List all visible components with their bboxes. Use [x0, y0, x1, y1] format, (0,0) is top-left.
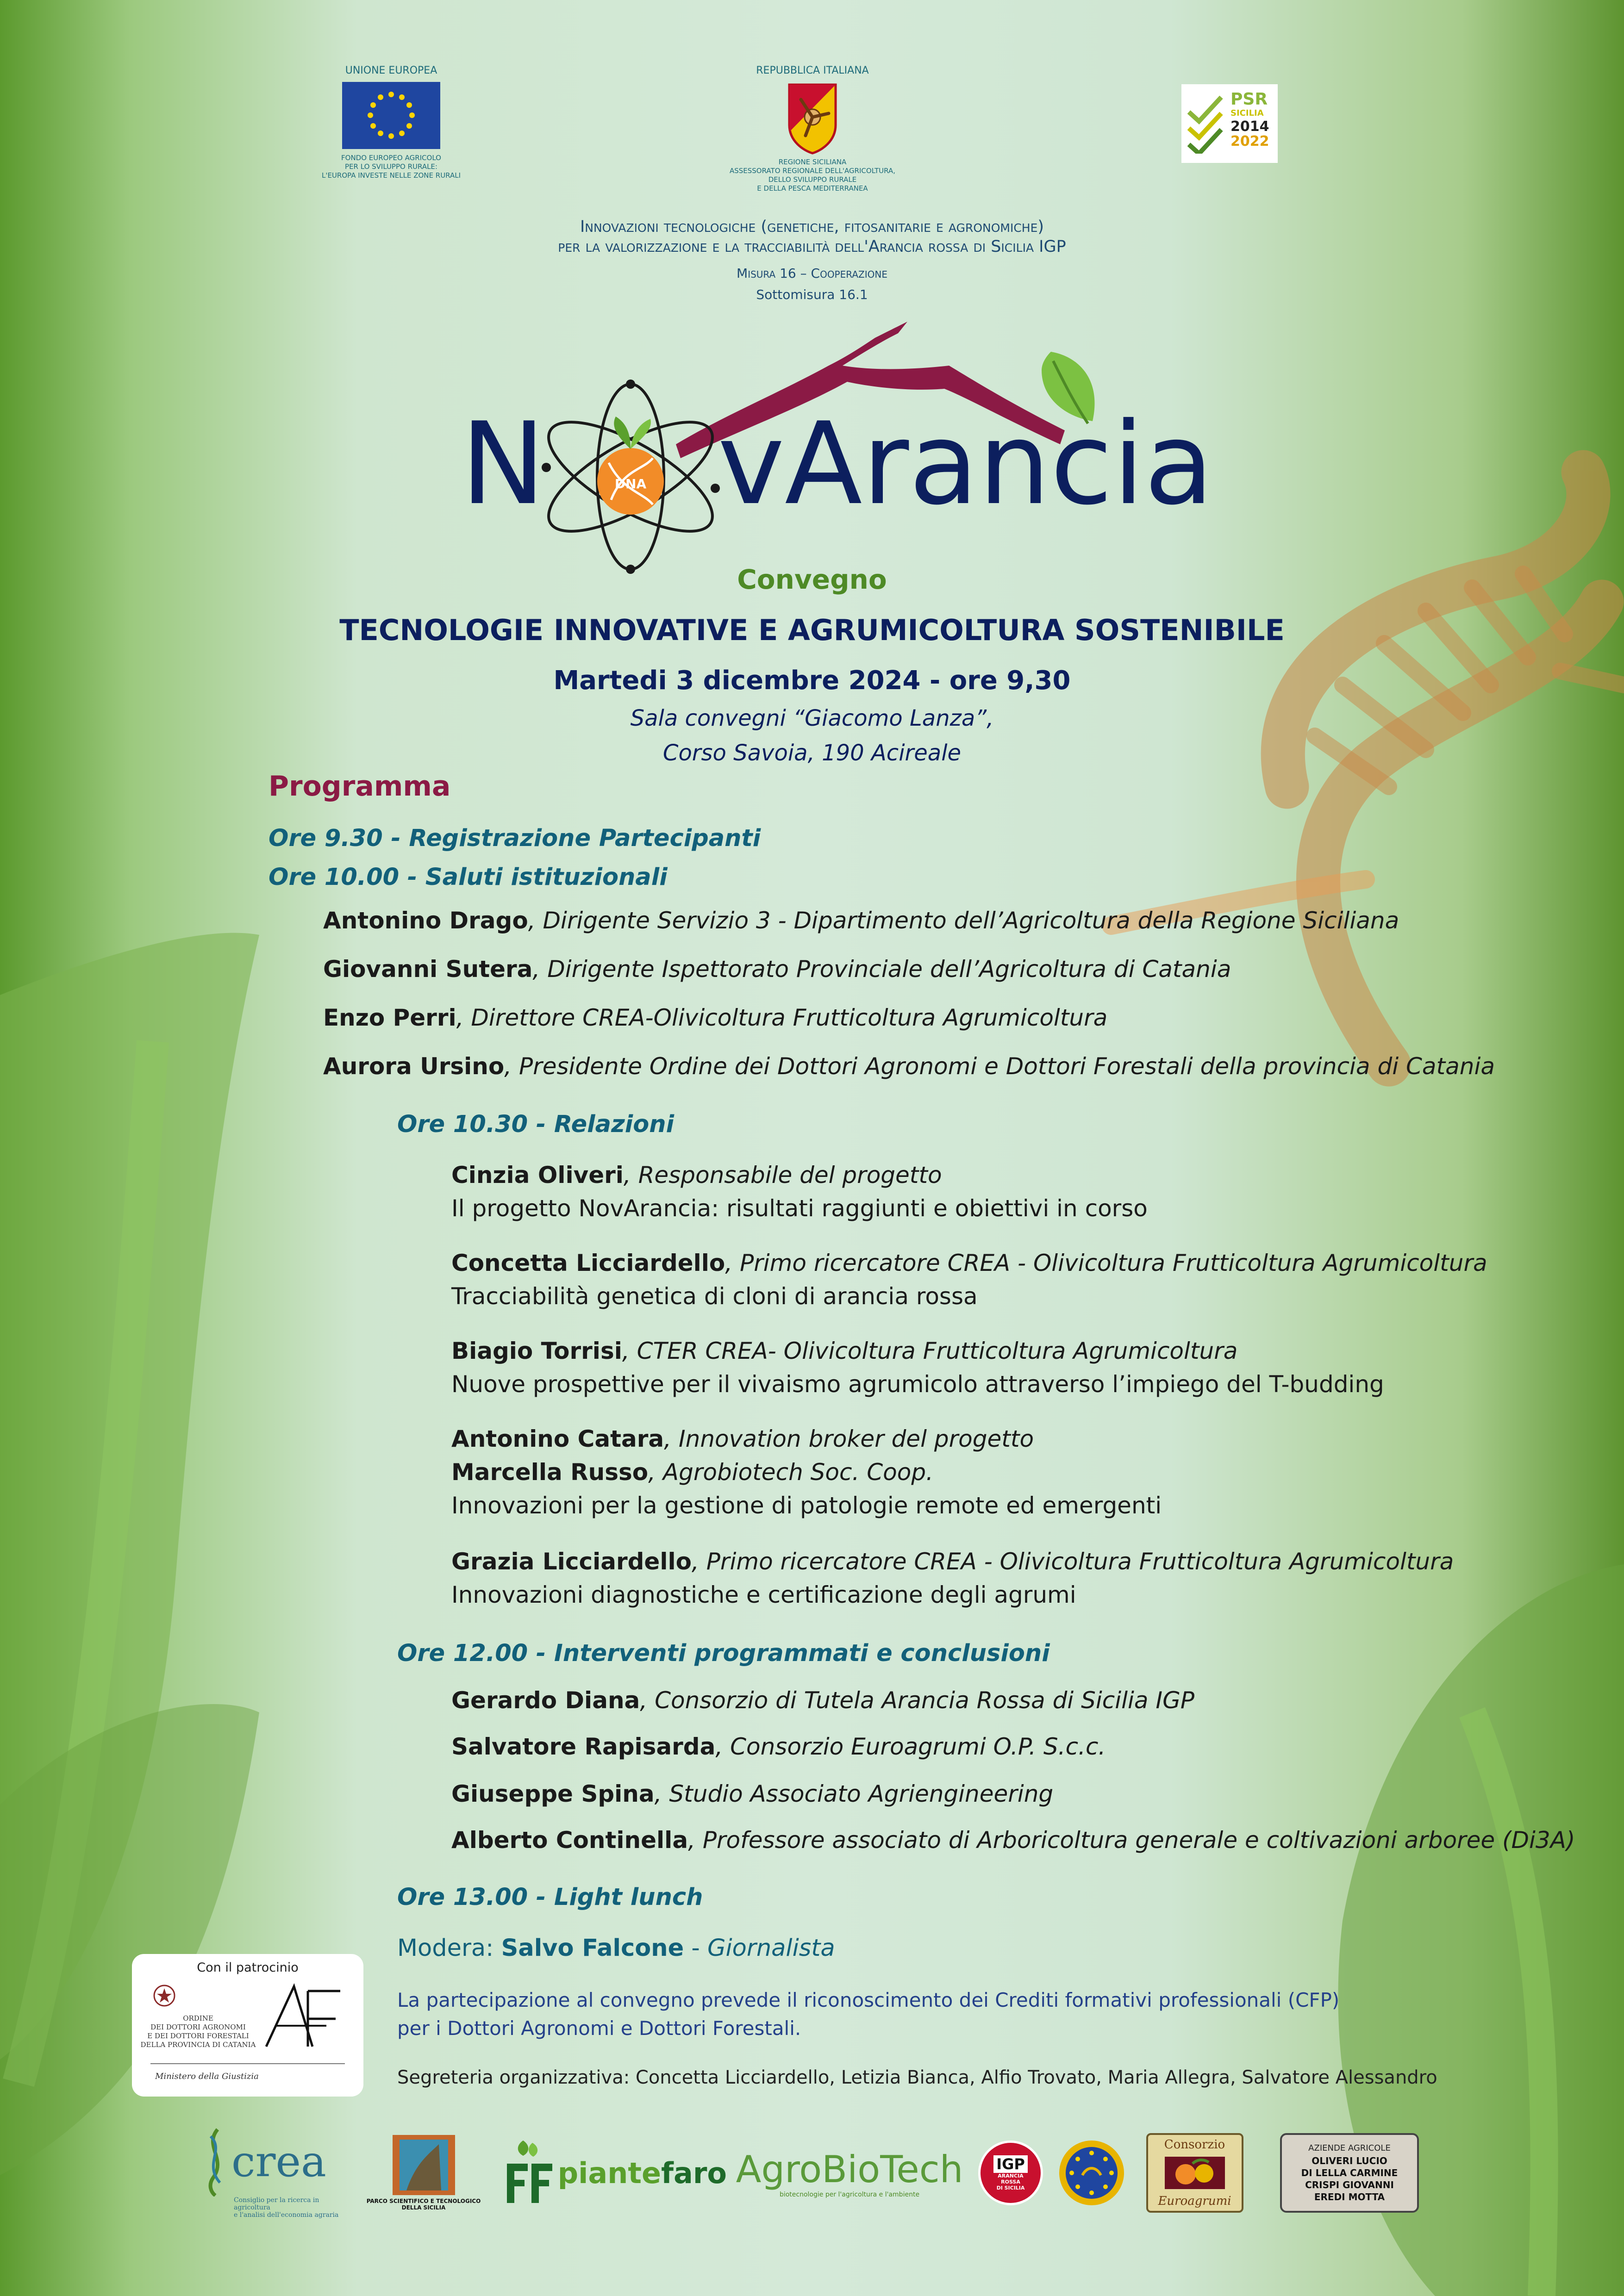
event-venue-1: Sala convegni “Giacomo Lanza”, — [630, 705, 994, 731]
ordine-line-2: DEI DOTTORI AGRONOMI — [150, 2023, 246, 2031]
speaker-name: Salvatore Rapisarda — [451, 1733, 716, 1760]
psr-check-icon — [1185, 93, 1227, 154]
eu-quality-seal — [1055, 2129, 1129, 2217]
event-title: TECNOLOGIE INNOVATIVE E AGRUMICOLTURA SOSTENIBILE — [339, 613, 1285, 647]
logo-dna-label: DNA — [614, 476, 647, 492]
saluti-entry — [323, 956, 1231, 983]
speaker-role: , Innovation broker del progetto — [664, 1425, 1034, 1452]
misura-line: Misura 16 – Cooperazione — [737, 266, 887, 281]
piantefaro-name-b: faro — [661, 2156, 727, 2190]
piantefaro-logo — [505, 2129, 727, 2217]
project-line-2: per la valorizzazione e la tracciabilità dell'Arancia rossa di Sicilia IGP — [558, 237, 1066, 256]
agrobiotech-sub: biotecnologie per l'agricoltura e l'ambiente — [779, 2190, 920, 2198]
moderator-label: Modera: — [397, 1935, 501, 1962]
logo-text-right: vArancia — [718, 398, 1214, 530]
parco-sub-2: DELLA SICILIA — [401, 2204, 446, 2211]
emblem-icon — [150, 1982, 178, 2010]
event-kind: Convegno — [737, 564, 887, 595]
parco-scientifico-logo — [361, 2129, 486, 2217]
moderator-line — [397, 1935, 835, 1962]
speaker-name: Alberto Continella — [451, 1827, 688, 1854]
piantefaro-name-a: piante — [557, 2156, 662, 2190]
crea-sub-1: Consiglio per la ricerca in agricoltura — [234, 2196, 319, 2211]
speaker-role: , Direttore CREA-Olivicoltura Frutticoltura Agrumicoltura — [456, 1004, 1108, 1031]
relazione-entry — [451, 1425, 1034, 1452]
relazione-entry — [451, 1548, 1454, 1575]
session-relazioni: Ore 10.30 - Relazioni — [397, 1111, 675, 1138]
patrocinio-box — [132, 1954, 363, 2097]
igp-sub-3: DI SICILIA — [996, 2184, 1025, 2191]
igp-badge — [978, 2140, 1043, 2205]
intervento-entry — [451, 1733, 1106, 1760]
piantefaro-name — [558, 2156, 727, 2190]
agrobiotech-name: AgroBioTech — [736, 2147, 963, 2191]
relazione-entry-co-speaker — [451, 1459, 933, 1486]
relazione-topic: Il progetto NovArancia: risultati raggiunti e obiettivi in corso — [451, 1195, 1148, 1222]
speaker-role: , Professore associato di Arboricoltura generale e coltivazioni arboree (Di3A) — [688, 1827, 1575, 1854]
psr-year-end: 2022 — [1230, 133, 1269, 149]
ministero-text: Ministero della Giustizia — [155, 2072, 259, 2081]
crea-logo — [199, 2129, 352, 2217]
bg-leaf-left-lower — [0, 1704, 259, 2175]
euroagrumi-logo — [1143, 2129, 1247, 2217]
eu-label: UNIONE EUROPEA — [345, 65, 437, 76]
ordine-text — [140, 2014, 256, 2049]
repubblica-label: REPUBBLICA ITALIANA — [756, 65, 869, 76]
cfp-line-2: per i Dottori Agronomi e Dottori Forestali. — [397, 2017, 801, 2040]
speaker-role: , Presidente Ordine dei Dottori Agronomi e Dottori Forestali della provincia di Catania — [504, 1053, 1495, 1080]
crea-sub-2: e l'analisi dell'economia agraria — [234, 2211, 339, 2219]
speaker-name: Aurora Ursino — [323, 1053, 505, 1080]
igp-sub-1: ARANCIA — [998, 2172, 1024, 2179]
aziende-title: AZIENDE AGRICOLE — [1308, 2143, 1391, 2153]
speaker-role: , Agrobiotech Soc. Coop. — [648, 1459, 933, 1486]
event-venue-2: Corso Savoia, 190 Acireale — [662, 740, 962, 766]
ordine-line-1: ORDINE — [183, 2014, 213, 2022]
aziende-line-2: DI LELLA CARMINE — [1301, 2167, 1398, 2178]
speaker-name: Biagio Torrisi — [451, 1338, 622, 1364]
eu-flag-icon — [342, 82, 440, 149]
project-line-1: Innovazioni tecnologiche (genetiche, fitosanitarie e agronomiche) — [580, 218, 1044, 236]
relazione-topic: Innovazioni per la gestione di patologie remote ed emergenti — [451, 1492, 1162, 1519]
psr-year-start: 2014 — [1230, 118, 1269, 135]
speaker-name: Concetta Licciardello — [451, 1250, 725, 1276]
crea-name: crea — [231, 2137, 326, 2186]
psr-logo — [1181, 84, 1278, 163]
intervento-entry — [451, 1780, 1053, 1807]
cfp-line-1: La partecipazione al convegno prevede il riconoscimento dei Crediti formativi professionali (CFP) — [397, 1989, 1340, 2011]
regione-sub-4: E DELLA PESCA MEDITERRANEA — [757, 184, 868, 193]
relazione-entry — [451, 1162, 942, 1188]
session-light-lunch: Ore 13.00 - Light lunch — [397, 1884, 703, 1911]
speaker-role: , Consorzio di Tutela Arancia Rossa di Sicilia IGP — [640, 1687, 1195, 1714]
event-date: Martedi 3 dicembre 2024 - ore 9,30 — [553, 666, 1071, 696]
speaker-name: Giovanni Sutera — [323, 956, 533, 983]
moderator-role: Giornalista — [707, 1935, 835, 1962]
regione-sub-3: DELLO SVILUPPO RURALE — [768, 175, 857, 184]
agrobiotech-logo — [738, 2129, 961, 2217]
intervento-entry — [451, 1687, 1194, 1714]
regione-logo-block — [699, 65, 926, 193]
speaker-role: , Consorzio Euroagrumi O.P. S.c.c. — [715, 1733, 1106, 1760]
psr-title: PSR — [1230, 90, 1268, 109]
speaker-name: Cinzia Oliveri — [451, 1162, 624, 1188]
relazione-entry — [451, 1250, 1487, 1276]
speaker-role: , CTER CREA- Olivicoltura Frutticoltura Agrumicoltura — [622, 1338, 1238, 1364]
speaker-role: , Dirigente Servizio 3 - Dipartimento dell’Agricoltura della Regione Siciliana — [528, 907, 1399, 934]
intervento-entry — [451, 1827, 1575, 1854]
aziende-agricole-logo — [1278, 2129, 1421, 2217]
session-interventi: Ore 12.00 - Interventi programmati e conclusioni — [397, 1640, 1050, 1667]
ordine-line-3: E DEI DOTTORI FORESTALI — [147, 2032, 249, 2040]
speaker-name: Gerardo Diana — [451, 1687, 640, 1714]
speaker-name: Antonino Catara — [451, 1425, 664, 1452]
aziende-line-1: OLIVERI LUCIO — [1312, 2155, 1387, 2166]
relazione-topic: Tracciabilità genetica di cloni di arancia rossa — [451, 1283, 978, 1310]
speaker-name: Giuseppe Spina — [451, 1780, 655, 1807]
psr-region: SICILIA — [1230, 108, 1264, 118]
speaker-name: Antonino Drago — [323, 907, 528, 934]
speaker-name: Grazia Licciardello — [451, 1548, 692, 1575]
moderator-name: Salvo Falcone — [501, 1935, 684, 1962]
crea-helix-icon — [199, 2127, 231, 2196]
saluti-entry — [323, 1053, 1495, 1080]
speaker-role: , Studio Associato Agriengineering — [654, 1780, 1054, 1807]
segreteria-line: Segreteria organizzativa: Concetta Licciardello, Letizia Bianca, Alfio Trovato, Maria Allegra, Salvatore Alessandro — [397, 2067, 1437, 2088]
eu-sub-3: L'EUROPA INVESTE NELLE ZONE RURALI — [321, 171, 461, 180]
eu-sub-1: FONDO EUROPEO AGRICOLO — [341, 154, 441, 162]
programma-heading: Programma — [269, 770, 451, 803]
ordine-line-4: DELLA PROVINCIA DI CATANIA — [140, 2041, 256, 2049]
eu-sub-2: PER LO SVILUPPO RURALE: — [345, 162, 437, 171]
moderator-sep: - — [684, 1935, 707, 1962]
euroagrumi-box — [1146, 2133, 1243, 2213]
citrus-icon — [1165, 2157, 1225, 2189]
saluti-entry — [323, 907, 1399, 934]
relazione-entry — [451, 1338, 1237, 1364]
euroagrumi-bottom: Euroagrumi — [1158, 2194, 1231, 2208]
af-monogram-icon — [262, 1982, 345, 2051]
igp-logo — [976, 2129, 1045, 2217]
parco-sub-1: PARCO SCIENTIFICO E TECNOLOGICO — [366, 2198, 481, 2204]
igp-sub-2: ROSSA — [1001, 2178, 1020, 2185]
session-registrazione: Ore 9.30 - Registrazione Partecipanti — [269, 825, 761, 852]
patrocinio-divider — [150, 2063, 345, 2064]
igp-label: IGP — [993, 2155, 1028, 2173]
speaker-role: , Primo ricercatore CREA - Olivicoltura Frutticoltura Agrumicoltura — [725, 1250, 1487, 1276]
euroagrumi-top: Consorzio — [1164, 2138, 1225, 2152]
speaker-name: Enzo Perri — [323, 1004, 456, 1031]
aziende-box — [1280, 2133, 1419, 2213]
parco-icon — [393, 2135, 455, 2195]
quality-seal-icon — [1057, 2138, 1126, 2208]
regione-sub-1: REGIONE SICILIANA — [778, 158, 847, 166]
logo-text-left: N — [461, 398, 546, 530]
sottomisura-line: Sottomisura 16.1 — [756, 287, 868, 302]
speaker-role: , Dirigente Ispettorato Provinciale dell’Agricoltura di Catania — [532, 956, 1231, 983]
eu-logo-block — [301, 65, 481, 180]
regione-sub-2: ASSESSORATO REGIONALE DELL'AGRICOLTURA, — [729, 167, 895, 175]
relazione-topic: Nuove prospettive per il vivaismo agrumicolo attraverso l’impiego del T-budding — [451, 1371, 1384, 1398]
aziende-line-3: CRISPI GIOVANNI — [1305, 2179, 1394, 2190]
speaker-name: Marcella Russo — [451, 1459, 649, 1486]
speaker-role: , Responsabile del progetto — [623, 1162, 942, 1188]
trinacria-icon — [785, 81, 840, 155]
session-saluti: Ore 10.00 - Saluti istituzionali — [269, 864, 668, 891]
relazione-topic: Innovazioni diagnostiche e certificazione degli agrumi — [451, 1581, 1076, 1608]
speaker-role: , Primo ricercatore CREA - Olivicoltura Frutticoltura Agrumicoltura — [691, 1548, 1454, 1575]
patrocinio-title: Con il patrocinio — [197, 1960, 299, 1975]
saluti-entry — [323, 1004, 1107, 1031]
piantefaro-icon — [505, 2138, 552, 2208]
aziende-line-4: EREDI MOTTA — [1314, 2191, 1385, 2203]
